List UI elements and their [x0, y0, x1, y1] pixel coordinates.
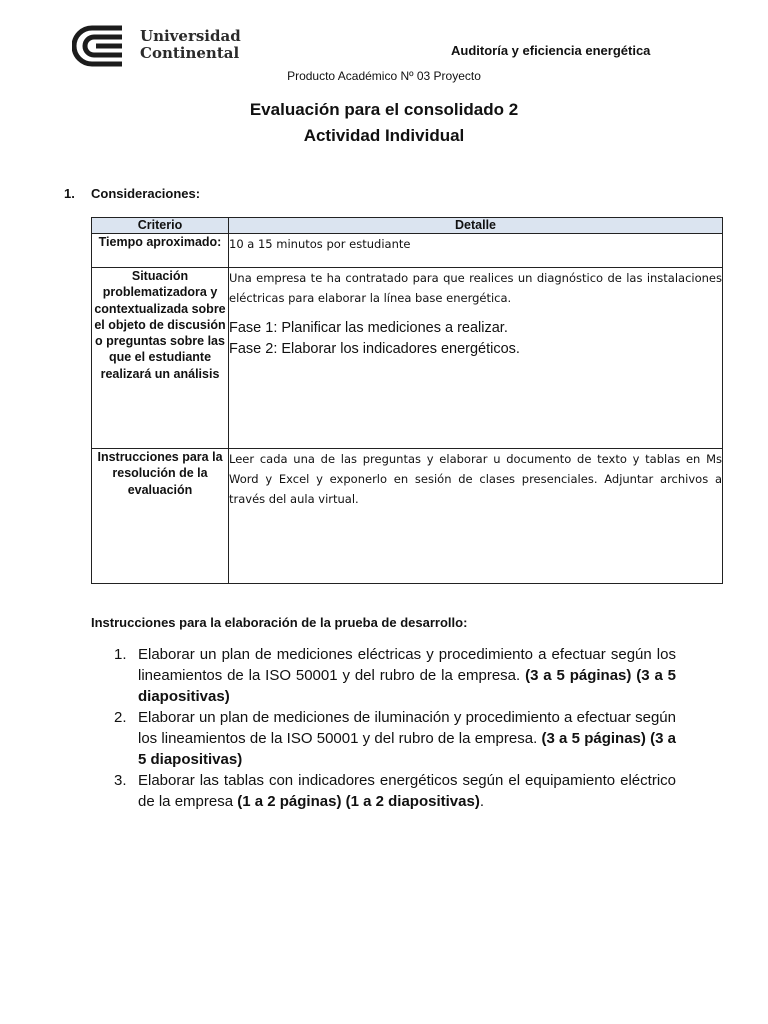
criterio-cell: Situación problematizadora y contextualizada sobre el objeto de discusión o preguntas sobre las que el estudiante realizará un análisis	[92, 268, 229, 449]
list-number: 2.	[114, 709, 127, 726]
instructions-list	[108, 644, 676, 812]
logo-wordmark	[140, 28, 241, 62]
section-number: 1.	[64, 186, 75, 201]
list-bold: (3 a 5 páginas) (3 a 5 diapositivas)	[138, 730, 677, 768]
detalle-cell	[229, 234, 723, 268]
list-number: 3.	[114, 772, 127, 789]
fase-2: Fase 2: Elaborar los indicadores energéticos.	[229, 341, 520, 357]
logo-line-2: Continental	[140, 44, 240, 62]
course-name: Auditoría y eficiencia energética	[451, 43, 651, 58]
list-text: Elaborar las tablas con indicadores energéticos según el equipamiento eléctrico de la empresa	[138, 772, 676, 810]
fase-1: Fase 1: Planificar las mediciones a realizar.	[229, 320, 508, 336]
criterio-cell: Tiempo aproximado:	[92, 234, 229, 268]
criteria-table	[91, 217, 723, 584]
section-label: Consideraciones:	[91, 186, 201, 201]
logo-mark-icon	[72, 24, 132, 68]
detalle-text: Una empresa te ha contratado para que realices un diagnóstico de las instalaciones eléctricas para elaborar la línea base energética.	[229, 271, 722, 305]
list-tail: .	[479, 793, 484, 810]
detalle-text: Leer cada una de las preguntas y elaborar u documento de texto y tablas en Ms Word y Excel y exponerlo en sesión de clases presenciales. Adjuntar archivos a través del aula virtual.	[229, 452, 722, 506]
table-row	[92, 268, 723, 449]
list-item	[108, 707, 676, 770]
detalle-text: 10 a 15 minutos por estudiante	[229, 237, 411, 251]
list-item	[108, 644, 676, 707]
detalle-cell	[229, 268, 723, 449]
product-label-text: Producto Académico Nº 03 Proyecto	[287, 69, 481, 83]
table-row	[92, 234, 723, 268]
page-subtitle: Actividad Individual	[303, 126, 465, 145]
column-header-criterio: Criterio	[92, 218, 229, 234]
product-label	[0, 69, 768, 83]
university-logo	[72, 24, 242, 68]
list-bold: (3 a 5 páginas) (3 a 5 diapositivas)	[138, 667, 676, 705]
instructions-heading: Instrucciones para la elaboración de la prueba de desarrollo:	[91, 615, 468, 630]
list-text: Elaborar un plan de mediciones de iluminación y procedimiento a efectuar según los lineamientos de la ISO 50001 y del rubro de la empresa.	[138, 709, 676, 747]
detalle-cell	[229, 449, 723, 584]
table-row	[92, 449, 723, 584]
list-text: Elaborar un plan de mediciones eléctricas y procedimiento a efectuar según los lineamientos de la ISO 50001 y del rubro de la empresa.	[138, 646, 676, 684]
list-item	[108, 770, 676, 812]
page-title: Evaluación para el consolidado 2	[249, 100, 519, 119]
criterio-cell: Instrucciones para la resolución de la evaluación	[92, 449, 229, 584]
table-header-row	[92, 218, 723, 234]
list-bold: (1 a 2 páginas) (1 a 2 diapositivas)	[237, 793, 480, 810]
logo-line-1: Universidad	[140, 27, 241, 45]
list-number: 1.	[114, 646, 127, 663]
column-header-detalle: Detalle	[229, 218, 723, 234]
section-heading	[64, 186, 200, 201]
